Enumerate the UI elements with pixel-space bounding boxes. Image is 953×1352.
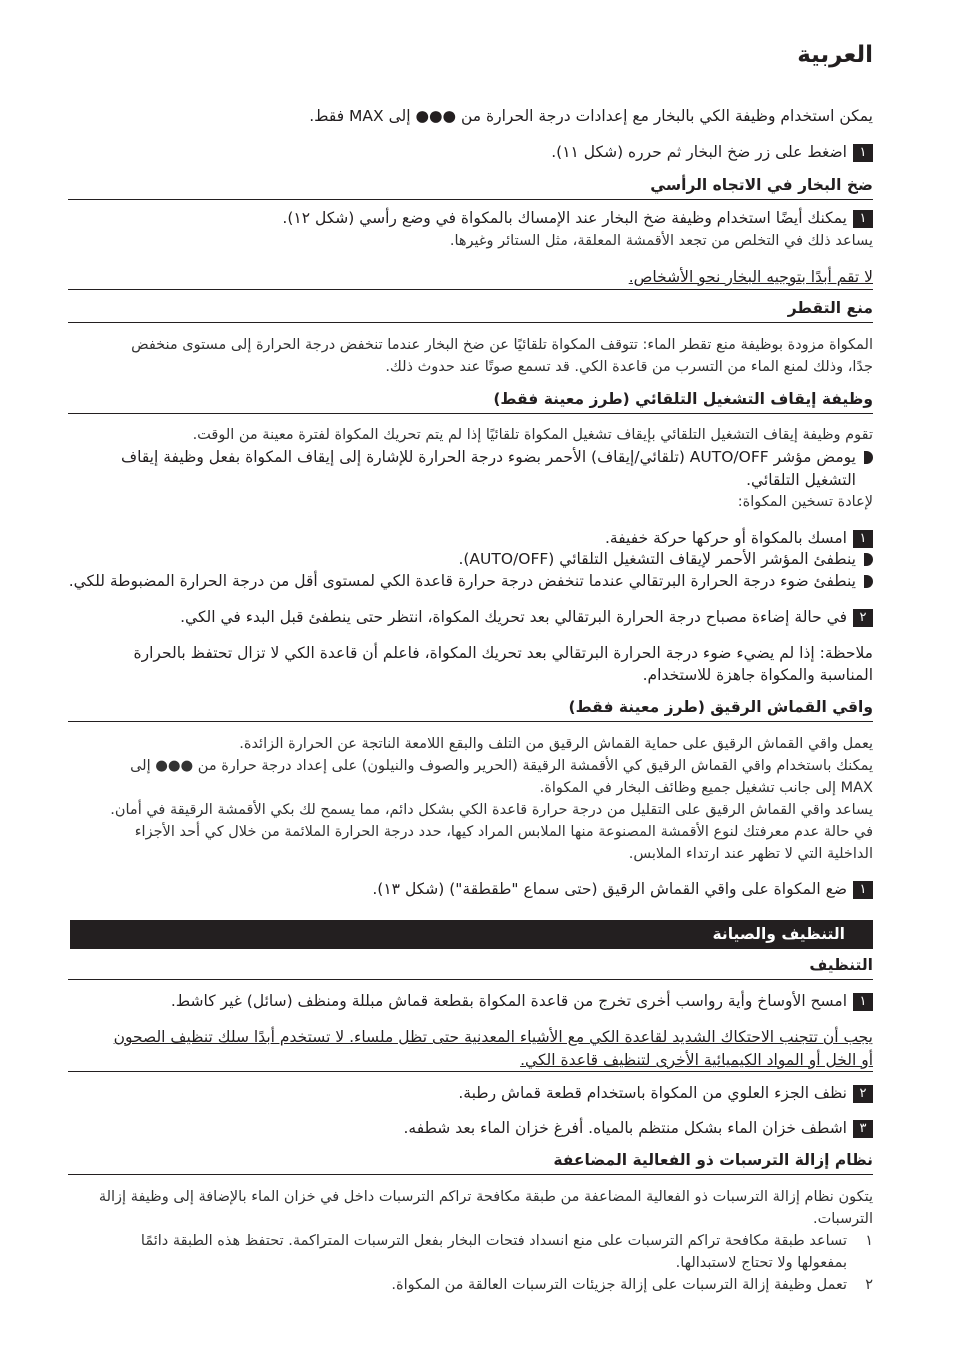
bullet-text: يومض مؤشر AUTO/OFF (تلقائي/إيقاف) الأحمر بضوء درجة الحرارة للإشارة إلى إيقاف المكواة بفعل وظيفة إيقاف	[121, 448, 856, 466]
list-number: ١	[865, 1233, 873, 1249]
anti-calc-intro-2: الترسبات.	[812, 1211, 873, 1227]
step-text: ضع المكواة على واقي القماش الرقيق (حتى سماع "طقطقة") (شكل ١٣).	[372, 880, 847, 898]
section-title-fabric-guard: واقي القماش الرقيق (طرز معينة فقط)	[68, 698, 873, 722]
list-text: تعمل وظيفة إزالة الترسبات على إزالة جزيئات الترسبات العالقة من المكواة.	[391, 1277, 847, 1293]
drip-line-2: جدًا، وذلك لمنع الماء من التسرب من قاعدة الكي. قد تسمع صوتًا عند حدوث ذلك.	[385, 359, 873, 375]
auto-off-bullet-3	[68, 570, 873, 592]
vertical-warning-block	[68, 266, 873, 290]
anti-calc-intro-1: يتكون نظام إزالة الترسبات ذو الفعالية المضاعفة من طبقة مكافحة تراكم الترسبات داخل في خزان الماء بالإضافة إلى وظيفة إزالة	[98, 1189, 873, 1205]
step-number: ٢	[853, 609, 873, 627]
list-number: ٢	[865, 1277, 873, 1293]
cleaning-step-1	[68, 990, 873, 1012]
vertical-note: يساعد ذلك في التخلص من تجعد الأقمشة المعلقة، مثل الستائر وغيرها.	[449, 233, 873, 249]
step-text: اشطف خزان الماء بشكل منتظم بالمياه. أفرغ خزان الماء بعد شطفه.	[403, 1119, 847, 1137]
step-number: ١	[853, 993, 873, 1011]
step-text: امسح الأوساخ وأية رواسب أخرى تخرج من قاعدة المكواة بقطعة قماش مبللة ومنظف (سائل) غير كاشط.	[170, 992, 847, 1010]
warning-rule	[68, 289, 873, 290]
anti-calc-item-2	[68, 1274, 873, 1296]
auto-off-intro: تقوم وظيفة إيقاف التشغيل التلقائي بإيقاف تشغيل المكواة تلقائيًا إذا لم يتم تحريك المكواة لفترة معينة من الوقت.	[192, 427, 873, 443]
auto-off-note-2: المناسبة والمكواة جاهزة للاستخدام.	[642, 666, 873, 684]
guard-step-1	[68, 878, 873, 900]
step-text: امسك بالمكواة أو حركها حركة خفيفة.	[604, 529, 847, 547]
guard-line-5: في حالة عدم معرفتك لنوع الأقمشة المصنوعة منها الملابس المراد كيها، حدد درجة الحرارة الملائمة من خلال كي أحد الأجزاء	[134, 824, 873, 840]
section-title-auto-off: وظيفة إيقاف التشغيل التلقائي (طرز معينة فقط)	[68, 390, 873, 414]
bullet-icon	[864, 451, 873, 464]
vertical-step-1	[68, 207, 873, 229]
guard-line-3: MAX إلى جانب تشغيل جميع وظائف البخار في المكواة.	[539, 780, 873, 796]
cleaning-warning-2-block	[68, 1049, 873, 1072]
anti-calc-item-1	[68, 1230, 873, 1252]
section-title-drip-stop: منع التقطر	[68, 299, 873, 323]
cleaning-warning-1: يجب أن تتجنب الاحتكاك الشديد لقاعدة الكي مع الأشياء المعدنية حتى تظل ملساء. لا تستخدم أبدًا سلك تنظيف الصحون	[113, 1028, 873, 1046]
step-number: ١	[853, 881, 873, 899]
section-title-anti-calc: نظام إزالة الترسبات ذو الفعالية المضاعفة	[68, 1151, 873, 1175]
auto-off-step-1	[68, 527, 873, 549]
step-number: ١	[853, 530, 873, 548]
step-text: نظف الجزء العلوي من المكواة باستخدام قطعة قماش رطبة.	[458, 1084, 847, 1102]
step-number: ١	[853, 144, 873, 162]
list-text: تساعد طبقة مكافحة تراكم الترسبات على منع انسداد فتحات البخار بفعل الترسبات المتراكمة. تحتفظ هذه الطبقة دائمًا	[140, 1233, 847, 1249]
cleaning-warning-2: أو الخل أو المواد الكيميائية الأخرى لتنظيف قاعدة الكي.	[520, 1051, 873, 1069]
cleaning-banner: التنظيف والصيانة	[70, 920, 873, 949]
step-text: اضغط على زر ضخ البخار ثم حرره (شكل ١١).	[551, 143, 847, 161]
steam-step-1	[68, 141, 873, 163]
auto-off-step-2	[68, 606, 873, 628]
warning-rule	[68, 1071, 873, 1072]
vertical-warning: لا تقم أبدًا بتوجيه البخار نحو الأشخاص.	[628, 268, 873, 286]
guard-line-6: الداخلية التي لا تظهر عند ارتداء الملابس.	[628, 846, 873, 862]
step-number: ٣	[853, 1120, 873, 1138]
section-title-vertical-steam: ضخ البخار في الاتجاه الرأسي	[68, 176, 873, 200]
steam-intro: يمكن استخدام وظيفة الكي بالبخار مع إعدادات درجة الحرارة من ●●● إلى MAX فقط.	[309, 107, 873, 125]
step-text: في حالة إضاءة مصباح درجة الحرارة البرتقالي بعد تحريك المكواة، انتظر حتى ينطفئ قبل البدء في الكي.	[180, 608, 847, 626]
guard-line-4: يساعد واقي القماش الرقيق على التقليل من درجة حرارة قاعدة الكي بشكل دائم، مما يسمح لك بكي الأقمشة الرقيقة في أمان.	[110, 802, 873, 818]
auto-off-reheat: لإعادة تسخين المكواة:	[737, 494, 873, 510]
step-text: يمكنك أيضًا استخدام وظيفة ضخ البخار عند الإمساك بالمكواة في وضع رأسي (شكل ١٢).	[282, 209, 847, 227]
guard-line-1: يعمل واقي القماش الرقيق على حماية القماش الرقيق من التلف والبقع اللامعة الناتجة عن الحرارة الزائدة.	[239, 736, 873, 752]
auto-off-bullet-1	[68, 446, 873, 468]
auto-off-bullet-1-cont: التشغيل التلقائي.	[746, 471, 856, 489]
bullet-icon	[864, 553, 873, 566]
guard-line-2: يمكنك باستخدام واقي القماش الرقيق كي الأقمشة الرقيقة (الحرير والصوف والنيلون) على إعداد درجة حرارة من ●●● إلى	[130, 758, 873, 774]
drip-line-1: المكواة مزودة بوظيفة منع تقطر الماء: تتوقف المكواة تلقائيًا عن ضخ البخار عندما تنخفض درجة الحرارة إلى مستوى منخفض	[131, 337, 873, 353]
cleaning-step-3	[68, 1117, 873, 1139]
section-title-cleaning: التنظيف	[68, 956, 873, 980]
cleaning-step-2	[68, 1082, 873, 1104]
bullet-icon	[864, 575, 873, 588]
auto-off-note-1: ملاحظة: إذا لم يضيء ضوء درجة الحرارة البرتقالي بعد تحريك المكواة، فاعلم أن قاعدة الكي لا تزال تحتفظ بالحرارة	[133, 644, 873, 662]
step-number: ١	[853, 210, 873, 228]
bullet-text: ينطفئ ضوء درجة الحرارة البرتقالي عندما تنخفض درجة حرارة قاعدة الكي لمستوى أقل من درجة الحرارة المضبوطة للكي.	[68, 572, 856, 590]
step-number: ٢	[853, 1085, 873, 1103]
language-heading: العربية	[797, 42, 873, 68]
auto-off-bullet-2	[68, 548, 873, 570]
bullet-text: ينطفئ المؤشر الأحمر لإيقاف التشغيل التلقائي (AUTO/OFF).	[458, 550, 856, 568]
anti-calc-item-1-cont: بمفعولها ولا تحتاج لاستبدالها.	[675, 1255, 847, 1271]
